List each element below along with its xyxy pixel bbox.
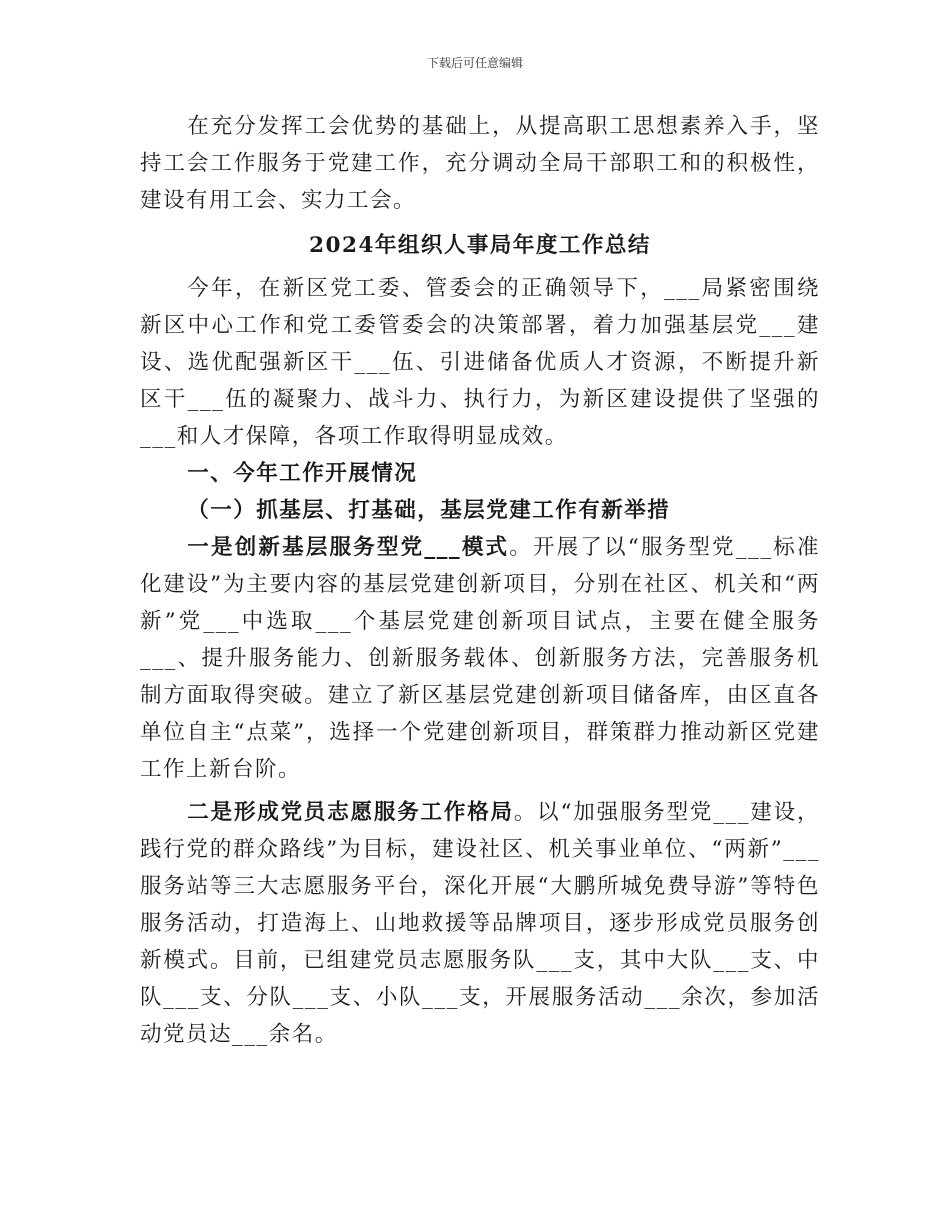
section-heading: 一、今年工作开展情况 [187, 461, 418, 486]
subsection-heading: （一）抓基层、打基础，基层党建工作有新举措 [187, 498, 671, 523]
summary-paragraph: 今年，在新区党工委、管委会的正确领导下，___局紧密围绕新区中心工作和党工委管委会的决策部署，着力加强基层党___建设、选优配强新区干___伍、引进储备优质人才资源，不断提升新区干___伍的凝聚力、战斗力、执行力，为新区建设提供了坚强的___和人才保障，各项工作取得明显成效。 [140, 276, 820, 449]
paragraph-body: 。以“加强服务型党___建设，践行党的群众路线”为目标，建设社区、机关事业单位、“两新”___服务站等三大志愿服务平台，深化开展“大鹏所城免费导游”等特色服务活动，打造海上、山地救援等品牌项目，逐步形成党员服务创新模式。目前，已组建党员志愿服务队___支，其中大队___支、中队___支、分队___支、小队___支，开展服务活动___余次，参加活动党员达___余名。 [140, 800, 820, 1047]
paragraph-lead: 二是形成党员志愿服务工作格局 [187, 800, 514, 825]
paragraph-body: 。开展了以“服务型党___标准化建设”为主要内容的基层党建创新项目，分别在社区、机关和“两新”党___中选取___个基层党建创新项目试点，主要在健全服务___、提升服务能力、创新服务载体、创新服务方法，完善服务机制方面取得突破。建立了新区基层党建创新项目储备库，由区直各单位自主“点菜”，选择一个党建创新项目，群策群力推动新区党建工作上新台阶。 [140, 535, 820, 782]
header-note: 下载后可任意编辑 [426, 56, 523, 70]
document-body [140, 108, 820, 1053]
paragraph-volunteer-service [140, 794, 820, 1053]
document-title: 2024年组织人事局年度工作总结 [309, 233, 651, 258]
paragraph-service-party [140, 529, 820, 788]
intro-paragraph: 在充分发挥工会优势的基础上，从提高职工思想素养入手，坚持工会工作服务于党建工作，充分调动全局干部职工和的积极性，建设有用工会、实力工会。 [140, 114, 820, 213]
paragraph-lead: 一是创新基层服务型党___模式 [187, 535, 510, 560]
